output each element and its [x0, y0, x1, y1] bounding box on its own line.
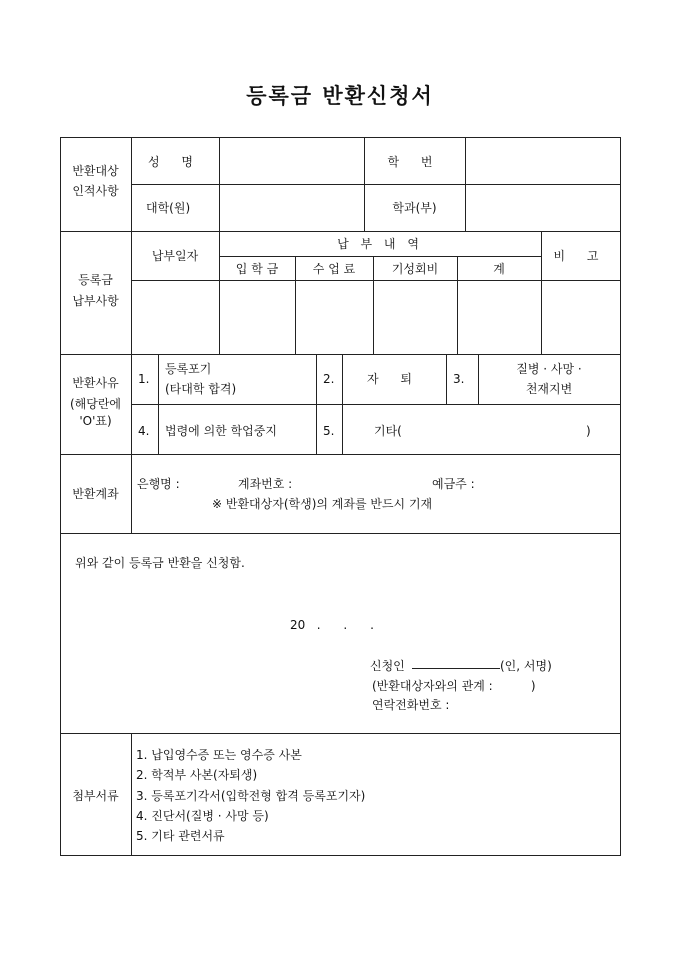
- declaration-statement: 위와 같이 등록금 반환을 신청함.: [75, 556, 245, 570]
- reason-3-number: 3.: [453, 372, 465, 386]
- reason-5-close: ): [586, 424, 591, 438]
- reason-2-text: 자 퇴: [367, 372, 421, 386]
- attachment-item: 2. 학적부 사본(자퇴생): [136, 768, 258, 782]
- name-label: 성 명: [148, 155, 202, 169]
- support-fee-label: 기성회비: [391, 262, 439, 276]
- college-label: 대학(원): [146, 201, 191, 215]
- reason-3-line2: 천재지변: [525, 382, 573, 396]
- attachment-item: 1. 납입영수증 또는 영수증 사본: [136, 748, 302, 762]
- student-id-label: 학 번: [387, 155, 442, 169]
- reason-2-number: 2.: [323, 372, 335, 386]
- reason-1-line2: (타대학 합격): [165, 382, 237, 396]
- reason-1-number: 1.: [138, 372, 150, 386]
- reason-5-text: 기타(: [374, 424, 402, 438]
- reason-4-number: 4.: [138, 424, 150, 438]
- section3-label-line1: 반환사유: [72, 376, 119, 390]
- attachment-item: 3. 등록포기각서(입학전형 합격 등록포기자): [136, 789, 366, 803]
- section1-label-line2: 인적사항: [72, 184, 119, 198]
- applicant-phone-label: 연락전화번호 :: [372, 698, 450, 712]
- account-holder-label: 예금주 :: [432, 477, 475, 491]
- reason-5-number: 5.: [323, 424, 335, 438]
- tuition-label: 수 업 료: [312, 262, 356, 276]
- reason-3-line1: 질병 · 사망 ·: [516, 362, 582, 376]
- remarks-label: 비 고: [553, 249, 608, 263]
- dept-label: 학과(부): [392, 201, 437, 215]
- admission-fee-label: 입 학 금: [235, 262, 279, 276]
- applicant-label: 신청인: [370, 659, 405, 673]
- bank-name-label: 은행명 :: [137, 477, 180, 491]
- declaration-date: 20 . . .: [290, 618, 374, 632]
- reason-1-line1: 등록포기: [165, 362, 212, 376]
- account-section-label: 반환계좌: [72, 487, 119, 501]
- form-title: 등록금 반환신청서: [246, 83, 434, 108]
- payment-details-label: 납 부 내 역: [337, 237, 423, 251]
- attachment-item: 4. 진단서(질병 · 사망 등): [136, 809, 269, 823]
- attachment-item: 5. 기타 관련서류: [136, 829, 225, 843]
- total-label: 계: [493, 262, 505, 276]
- section2-label-line1: 등록금: [78, 273, 113, 287]
- payment-date-label: 납부일자: [151, 249, 199, 263]
- section1-label-line1: 반환대상: [72, 164, 119, 178]
- attachments-label: 첨부서류: [72, 789, 119, 803]
- section2-label-line2: 납부사항: [72, 294, 119, 308]
- section3-label-line3: 'O'표): [79, 414, 112, 428]
- section3-label-line2: (해당란에: [69, 397, 122, 411]
- account-note: ※ 반환대상자(학생)의 계좌를 반드시 기재: [212, 497, 433, 511]
- reason-4-text: 법령에 의한 학업중지: [165, 424, 277, 438]
- applicant-sign-suffix: (인, 서명): [500, 659, 552, 673]
- applicant-relation: (반환대상자와의 관계 : ): [372, 679, 536, 693]
- account-number-label: 계좌번호 :: [238, 477, 293, 491]
